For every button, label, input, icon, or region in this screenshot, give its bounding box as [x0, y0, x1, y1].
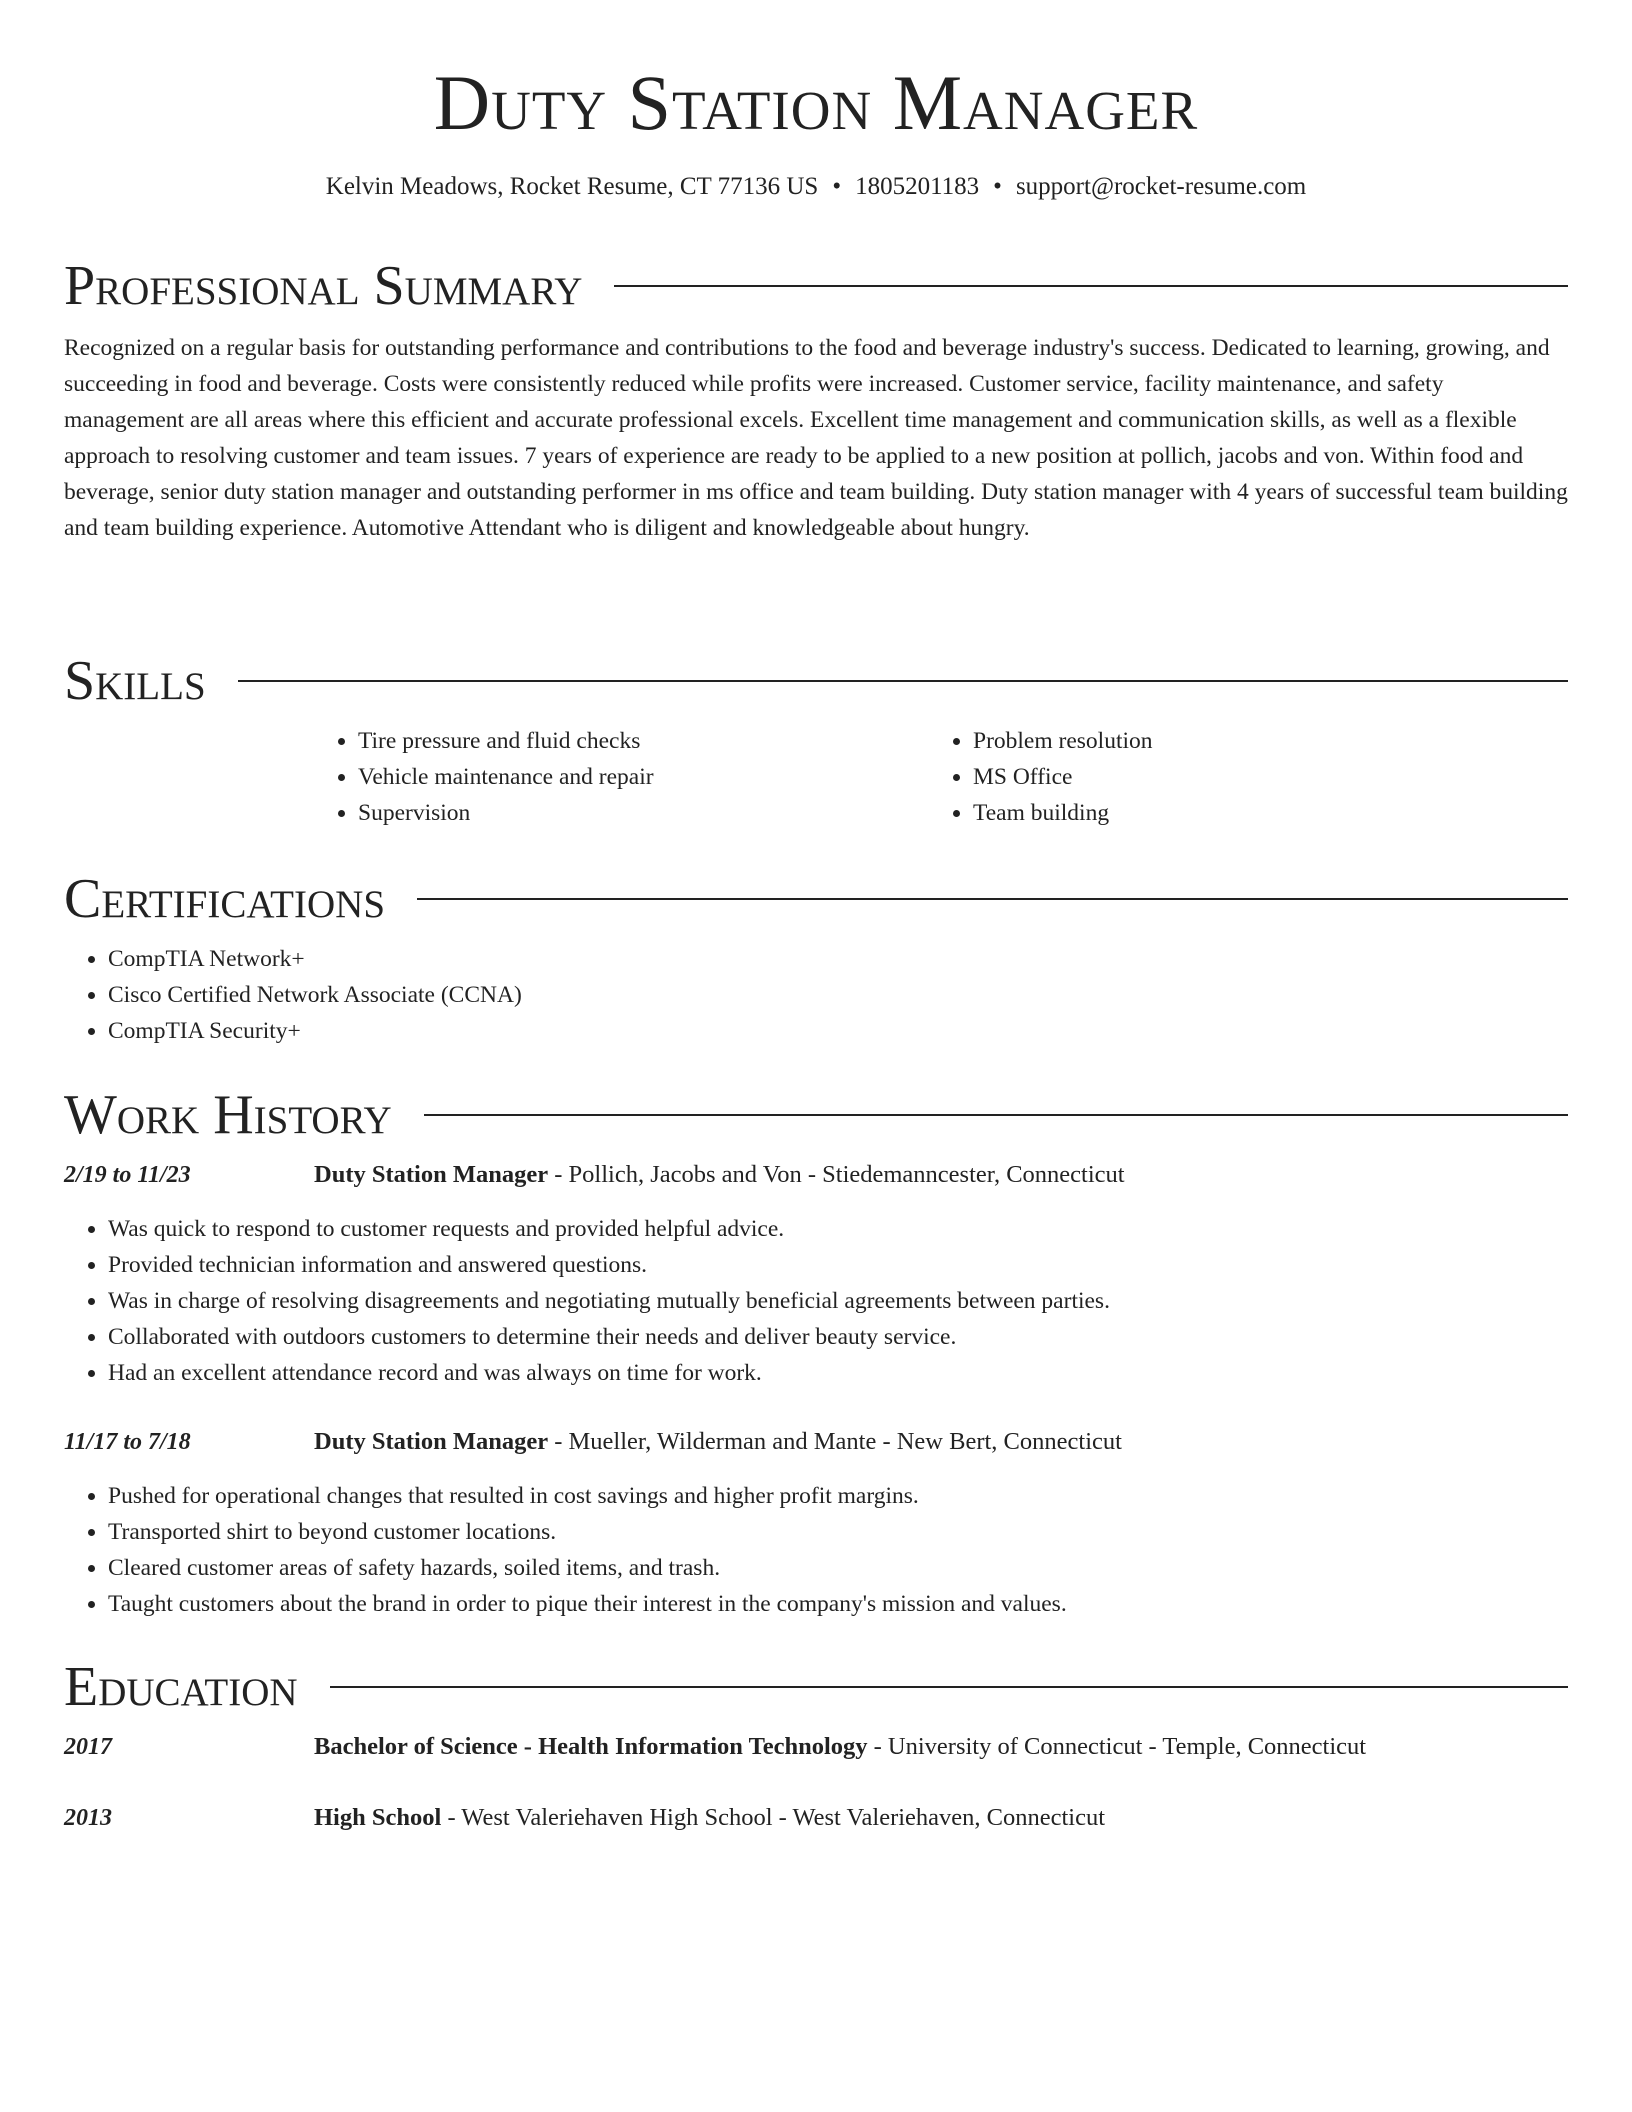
work-bullets — [64, 1478, 1568, 1622]
job-title: Duty Station Manager — [314, 1161, 549, 1188]
section-heading-summary: Professional Summary — [64, 255, 583, 317]
skill-item: • Tire pressure and fluid checks — [358, 723, 929, 759]
section-heading-work-history: Work History — [64, 1084, 392, 1146]
work-dates: 2/19 to 11/23 — [64, 1162, 191, 1188]
job-title: Duty Station Manager — [314, 1428, 549, 1455]
skills-grid — [314, 723, 1568, 831]
section-divider — [238, 680, 1568, 682]
education-year: 2017 — [64, 1734, 112, 1760]
education-heading-row — [64, 1657, 1568, 1717]
work-bullets — [64, 1211, 1568, 1391]
education-entry — [64, 1729, 1568, 1765]
skill-item: • Vehicle maintenance and repair — [358, 759, 929, 795]
summary-heading-row — [64, 256, 1568, 316]
contact-line — [64, 172, 1568, 202]
education-headline — [314, 1800, 1105, 1836]
section-divider — [330, 1686, 1568, 1688]
education-details: - University of Connecticut - Temple, Connecticut — [867, 1733, 1367, 1760]
contact-separator: • — [832, 173, 842, 200]
work-dates: 11/17 to 7/18 — [64, 1429, 191, 1455]
work-bullet: • Had an excellent attendance record and was always on time for work. — [108, 1355, 1568, 1391]
work-bullet: • Provided technician information and answered questions. — [108, 1247, 1568, 1283]
contact-separator: • — [993, 173, 1002, 200]
education-entry — [64, 1800, 1568, 1836]
job-details: - Pollich, Jacobs and Von - Stiedemanncester, Connecticut — [548, 1161, 1125, 1188]
work-entry — [64, 1157, 1568, 1391]
section-heading-certifications: Certifications — [64, 868, 386, 930]
skill-item: • MS Office — [973, 759, 1544, 795]
work-bullet: • Pushed for operational changes that resulted in cost savings and higher profit margins. — [108, 1478, 1568, 1514]
skills-section — [64, 651, 1568, 831]
certification-item: • CompTIA Security+ — [108, 1013, 1568, 1049]
contact-email: support@rocket-resume.com — [1015, 173, 1307, 200]
education-section — [64, 1657, 1568, 1836]
certifications-section — [64, 869, 1568, 1049]
work-bullet: • Cleared customer areas of safety hazards, soiled items, and trash. — [108, 1550, 1568, 1586]
work-headline — [314, 1157, 1125, 1193]
job-details: - Mueller, Wilderman and Mante - New Bert, Connecticut — [548, 1428, 1122, 1455]
certifications-list — [64, 941, 1568, 1049]
degree: Bachelor of Science - Health Information Technology — [314, 1733, 868, 1760]
section-heading-skills: Skills — [64, 650, 206, 712]
skills-list-right — [929, 723, 1544, 831]
education-year: 2013 — [64, 1805, 112, 1831]
work-bullet: • Was quick to respond to customer requests and provided helpful advice. — [108, 1211, 1568, 1247]
skill-item: • Problem resolution — [973, 723, 1544, 759]
certifications-heading-row — [64, 869, 1568, 929]
work-entry — [64, 1424, 1568, 1622]
work-headline — [314, 1424, 1122, 1460]
section-heading-education: Education — [64, 1656, 298, 1718]
summary-text: Recognized on a regular basis for outstanding performance and contributions to the food and beverage industry's success. Dedicated to learning, growing, and succeeding in food and beverage. Costs were consistently reduced while profits were increased. Customer service, facility maintenance, and safety management are all areas where this efficient and accurate professional excels. Excellent time management and communication skills, as well as a flexible approach to resolving customer and team issues. 7 years of experience are ready to be applied to a new position at pollich, jacobs and von. Within food and beverage, senior duty station manager and outstanding performer in ms office and team building. Duty station manager with 4 years of successful team building and team building experience. Automotive Attendant who is diligent and knowledgeable about hungry. — [64, 335, 1568, 541]
skills-list-left — [314, 723, 929, 831]
contact-address: Kelvin Meadows, Rocket Resume, CT 77136 US — [325, 173, 819, 200]
work-entry-header — [64, 1424, 1568, 1460]
work-bullet: • Was in charge of resolving disagreements and negotiating mutually beneficial agreements between parties. — [108, 1283, 1568, 1319]
work-bullet: • Transported shirt to beyond customer locations. — [108, 1514, 1568, 1550]
skill-item: • Team building — [973, 795, 1544, 831]
contact-phone: 1805201183 — [855, 173, 980, 200]
work-bullet: • Collaborated with outdoors customers to determine their needs and deliver beauty service. — [108, 1319, 1568, 1355]
section-divider — [417, 898, 1568, 900]
degree: High School — [314, 1804, 442, 1831]
skills-heading-row — [64, 651, 1568, 711]
certification-item: • Cisco Certified Network Associate (CCNA) — [108, 977, 1568, 1013]
education-headline — [314, 1729, 1366, 1765]
education-details: - West Valeriehaven High School - West Valeriehaven, Connecticut — [441, 1804, 1106, 1831]
section-divider — [614, 285, 1568, 287]
work-heading-row — [64, 1085, 1568, 1145]
work-entry-header — [64, 1157, 1568, 1193]
skill-item: • Supervision — [358, 795, 929, 831]
certification-item: • CompTIA Network+ — [108, 941, 1568, 977]
summary-section — [64, 256, 1568, 546]
section-divider — [424, 1114, 1568, 1116]
work-history-section — [64, 1085, 1568, 1622]
resume-title: Duty Station Manager — [433, 59, 1199, 146]
work-bullet: • Taught customers about the brand in order to pique their interest in the company's mission and values. — [108, 1586, 1568, 1622]
